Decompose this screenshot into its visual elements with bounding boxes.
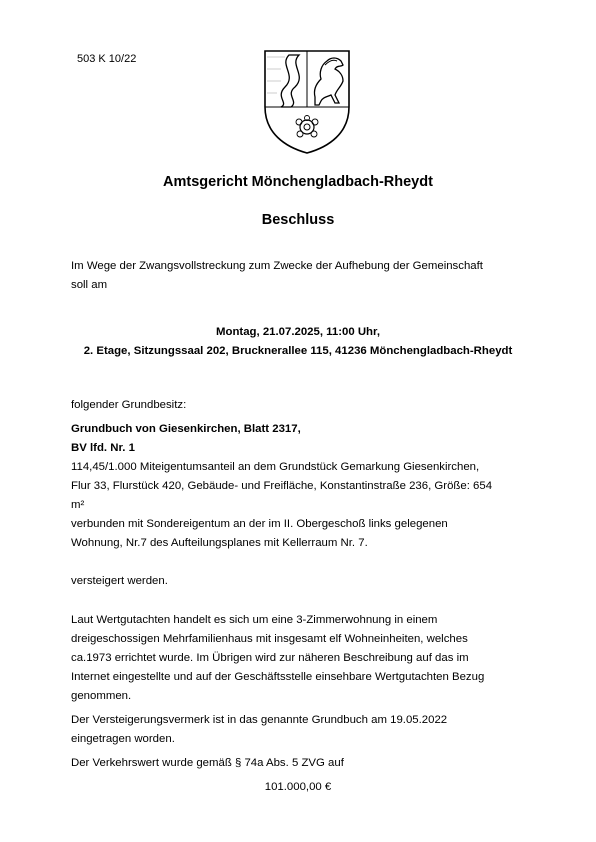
intro-paragraph: [71, 257, 541, 295]
appraisal-line: dreigeschossigen Mehrfamilienhaus mit insgesamt elf Wohneinheiten, welches: [71, 633, 468, 645]
property-line: Wohnung, Nr.7 des Aufteilungsplanes mit Kellerraum Nr. 7.: [71, 537, 368, 549]
property-label: folgender Grundbesitz:: [71, 399, 187, 411]
land-register: Grundbuch von Giesenkirchen, Blatt 2317,: [71, 423, 301, 435]
property-section: [71, 396, 541, 591]
market-value-amount: 101.000,00 €: [264, 781, 332, 793]
appraisal-section: [71, 611, 541, 773]
appraisal-line: genommen.: [71, 690, 132, 702]
property-line: Flur 33, Flurstück 420, Gebäude- und Freifläche, Konstantinstraße 236, Größe: 654: [71, 480, 493, 492]
auction-date: Montag, 21.07.2025, 11:00 Uhr,: [216, 326, 380, 338]
intro-line: Im Wege der Zwangsvollstreckung zum Zwecke der Aufhebung der Gemeinschaft: [71, 260, 483, 272]
register-note-line: eingetragen worden.: [71, 733, 175, 745]
document-type: Beschluss: [261, 212, 335, 228]
appraisal-line: Laut Wertgutachten handelt es sich um eine 3-Zimmerwohnung in einem: [71, 614, 438, 626]
auction-appointment: [0, 323, 596, 361]
property-line: verbunden mit Sondereigentum an der im II. Obergeschoß links gelegenen: [71, 518, 448, 530]
bv-number: BV lfd. Nr. 1: [71, 442, 135, 454]
case-number: 503 K 10/22: [77, 53, 137, 65]
appraisal-line: ca.1973 errichtet wurde. Im Übrigen wird zur näheren Beschreibung auf das im: [71, 652, 469, 664]
property-line: m²: [71, 499, 85, 511]
market-value-text: Der Verkehrswert wurde gemäß § 74a Abs. 5 ZVG auf: [71, 757, 344, 769]
court-name: Amtsgericht Mönchengladbach-Rheydt: [163, 174, 433, 190]
intro-line: soll am: [71, 279, 108, 291]
appraisal-line: Internet eingestellte und auf der Geschäftsstelle einsehbare Wertgutachten Bezug: [71, 671, 485, 683]
coat-of-arms-nrw-logo: [259, 47, 355, 155]
property-line: 114,45/1.000 Miteigentumsanteil an dem Grundstück Gemarkung Giesenkirchen,: [71, 461, 480, 473]
register-note-line: Der Versteigerungsvermerk ist in das genannte Grundbuch am 19.05.2022: [71, 714, 448, 726]
auction-location: 2. Etage, Sitzungssaal 202, Brucknerallee 115, 41236 Mönchengladbach-Rheydt: [83, 345, 513, 357]
auctioned-statement: versteigert werden.: [71, 575, 168, 587]
